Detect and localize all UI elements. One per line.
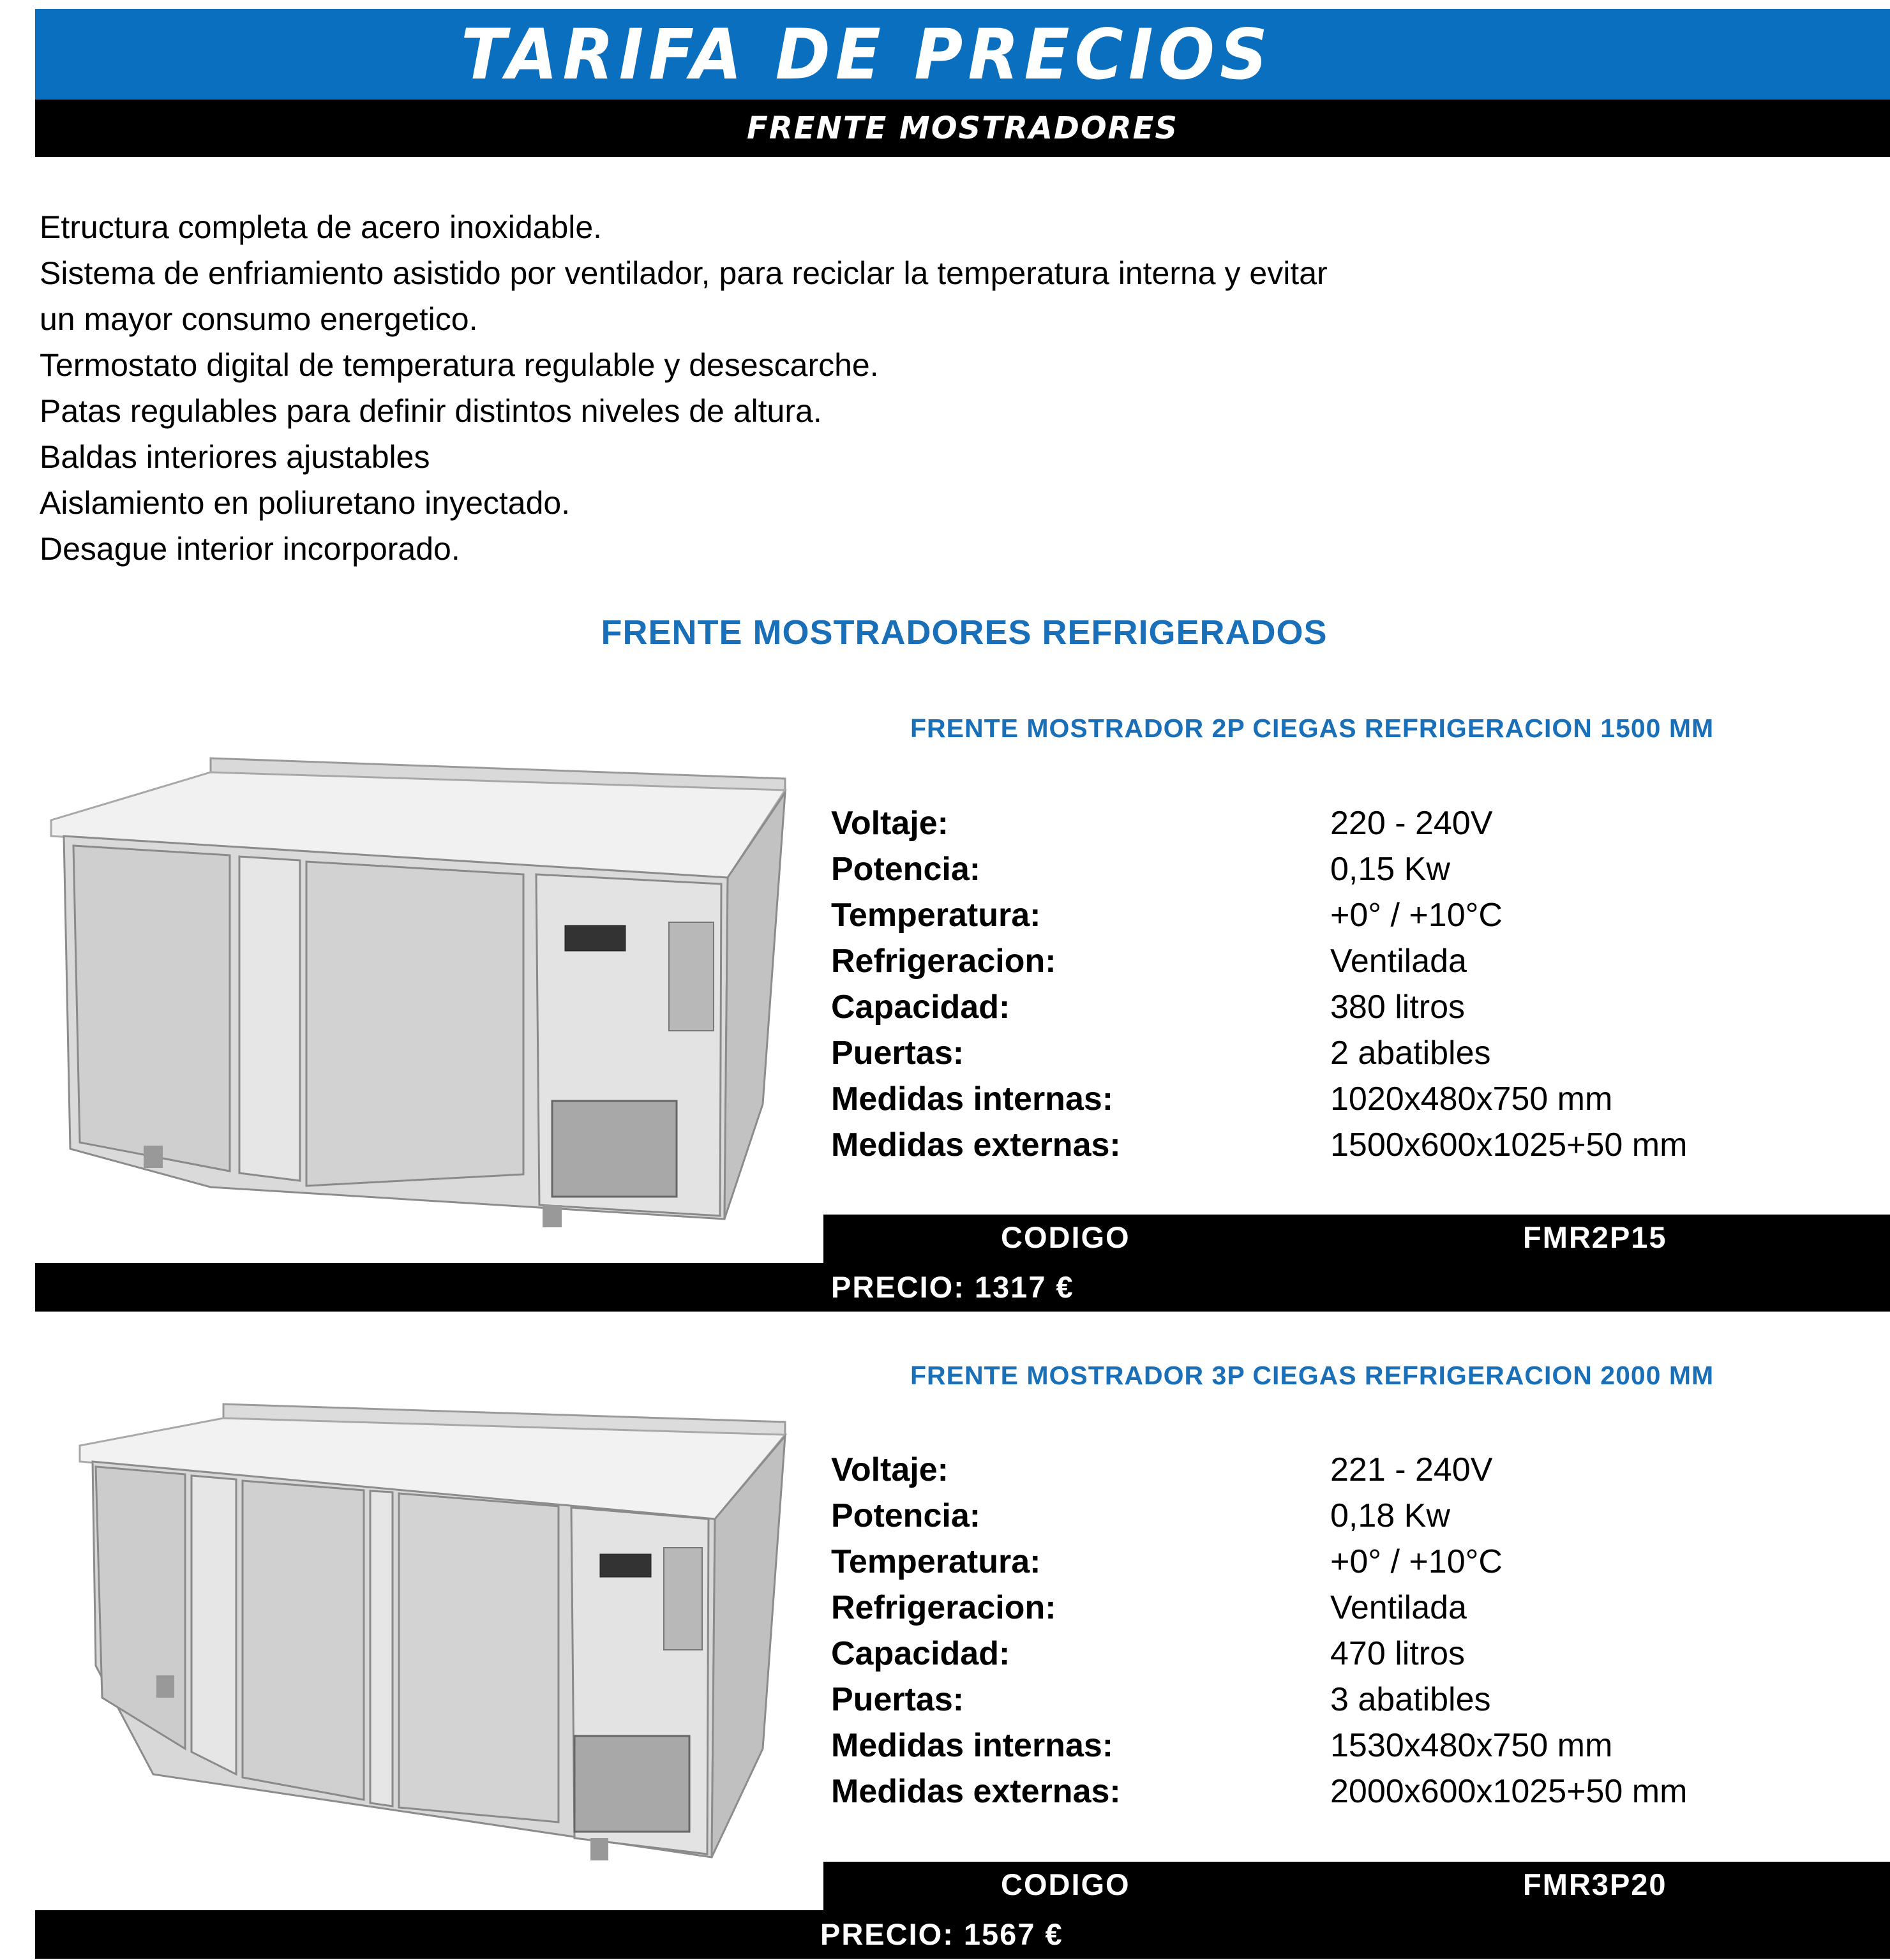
- description-line: Baldas interiores ajustables: [40, 439, 430, 475]
- spec-row: [831, 1769, 1687, 1814]
- spec-label: Medidas externas:: [831, 1773, 1121, 1810]
- code-label: CODIGO: [1001, 1220, 1130, 1254]
- spec-value: 2000x600x1025+50 mm: [1330, 1773, 1688, 1810]
- spec-label: Puertas:: [831, 1035, 964, 1072]
- description-line: Patas regulables para definir distintos niveles de altura.: [40, 393, 822, 429]
- product-code: FMR3P20: [1523, 1867, 1667, 1901]
- spec-row: [831, 938, 1687, 984]
- spec-value: 221 - 240V: [1330, 1451, 1493, 1488]
- page-subtitle: FRENTE MOSTRADORES: [747, 110, 1178, 146]
- spec-label: Potencia:: [831, 851, 981, 888]
- spec-value: 2 abatibles: [1330, 1035, 1491, 1072]
- spec-label: Refrigeracion:: [831, 1589, 1056, 1626]
- spec-row: [831, 1631, 1687, 1677]
- spec-row: [831, 1585, 1687, 1631]
- spec-value: 220 - 240V: [1330, 805, 1493, 842]
- product-title: FRENTE MOSTRADOR 3P CIEGAS REFRIGERACION 2000 MM: [910, 1361, 1714, 1390]
- spec-label: Temperatura:: [831, 897, 1041, 934]
- product-photo-3-doors: [70, 1391, 798, 1864]
- product-specs: [831, 800, 1687, 1168]
- price-bar: [35, 1263, 1890, 1312]
- code-bar: [823, 1215, 1890, 1263]
- spec-label: Puertas:: [831, 1681, 964, 1718]
- spec-label: Potencia:: [831, 1497, 981, 1534]
- spec-label: Voltaje:: [831, 805, 949, 842]
- spec-row: [831, 1447, 1687, 1493]
- spec-value: Ventilada: [1330, 943, 1467, 980]
- page-title: TARIFA DE PRECIOS: [461, 13, 1273, 96]
- spec-value: +0° / +10°C: [1330, 1543, 1503, 1580]
- spec-label: Refrigeracion:: [831, 943, 1056, 980]
- spec-value: 1020x480x750 mm: [1330, 1081, 1613, 1118]
- spec-value: +0° / +10°C: [1330, 897, 1503, 934]
- price-bar: [35, 1910, 1890, 1959]
- spec-row: [831, 846, 1687, 892]
- title-banner: [35, 9, 1890, 100]
- product-title: FRENTE MOSTRADOR 2P CIEGAS REFRIGERACION 1500 MM: [910, 714, 1714, 743]
- spec-value: 380 litros: [1330, 989, 1465, 1026]
- spec-row: [831, 1539, 1687, 1585]
- spec-row: [831, 1677, 1687, 1723]
- spec-row: [831, 1723, 1687, 1769]
- spec-row: [831, 984, 1687, 1030]
- product-code: FMR2P15: [1523, 1220, 1667, 1254]
- code-label: CODIGO: [1001, 1867, 1130, 1901]
- code-bar: [823, 1862, 1890, 1910]
- description-line: Termostato digital de temperatura regulable y desescarche.: [40, 347, 879, 383]
- subtitle-banner: [35, 100, 1890, 157]
- description-line: Sistema de enfriamiento asistido por ventilador, para reciclar la temperatura interna y evitar: [40, 255, 1328, 291]
- spec-row: [831, 800, 1687, 846]
- spec-label: Capacidad:: [831, 1635, 1010, 1672]
- description-line: Aislamiento en poliuretano inyectado.: [40, 485, 571, 521]
- spec-value: Ventilada: [1330, 1589, 1467, 1626]
- spec-value: 0,15 Kw: [1330, 851, 1450, 888]
- spec-row: [831, 1122, 1687, 1168]
- spec-row: [831, 892, 1687, 938]
- spec-value: 470 litros: [1330, 1635, 1465, 1672]
- description-line: Desague interior incorporado.: [40, 531, 460, 567]
- price-text: PRECIO: 1567 €: [820, 1917, 1063, 1951]
- spec-row: [831, 1493, 1687, 1539]
- spec-value: 1530x480x750 mm: [1330, 1727, 1613, 1764]
- spec-label: Medidas externas:: [831, 1126, 1121, 1163]
- price-text: PRECIO: 1317 €: [831, 1270, 1074, 1304]
- product-specs: [831, 1447, 1687, 1814]
- spec-label: Voltaje:: [831, 1451, 949, 1488]
- spec-value: 3 abatibles: [1330, 1681, 1491, 1718]
- description-line: Etructura completa de acero inoxidable.: [40, 209, 603, 245]
- spec-value: 1500x600x1025+50 mm: [1330, 1126, 1688, 1163]
- spec-row: [831, 1076, 1687, 1122]
- spec-label: Medidas internas:: [831, 1727, 1114, 1764]
- product-photo-2-doors: [45, 747, 798, 1232]
- spec-label: Temperatura:: [831, 1543, 1041, 1580]
- spec-label: Capacidad:: [831, 989, 1010, 1026]
- description-list: [40, 204, 1763, 572]
- spec-row: [831, 1030, 1687, 1076]
- description-line: un mayor consumo energetico.: [40, 301, 478, 337]
- section-heading: FRENTE MOSTRADORES REFRIGERADOS: [601, 613, 1328, 652]
- spec-label: Medidas internas:: [831, 1081, 1114, 1118]
- spec-value: 0,18 Kw: [1330, 1497, 1450, 1534]
